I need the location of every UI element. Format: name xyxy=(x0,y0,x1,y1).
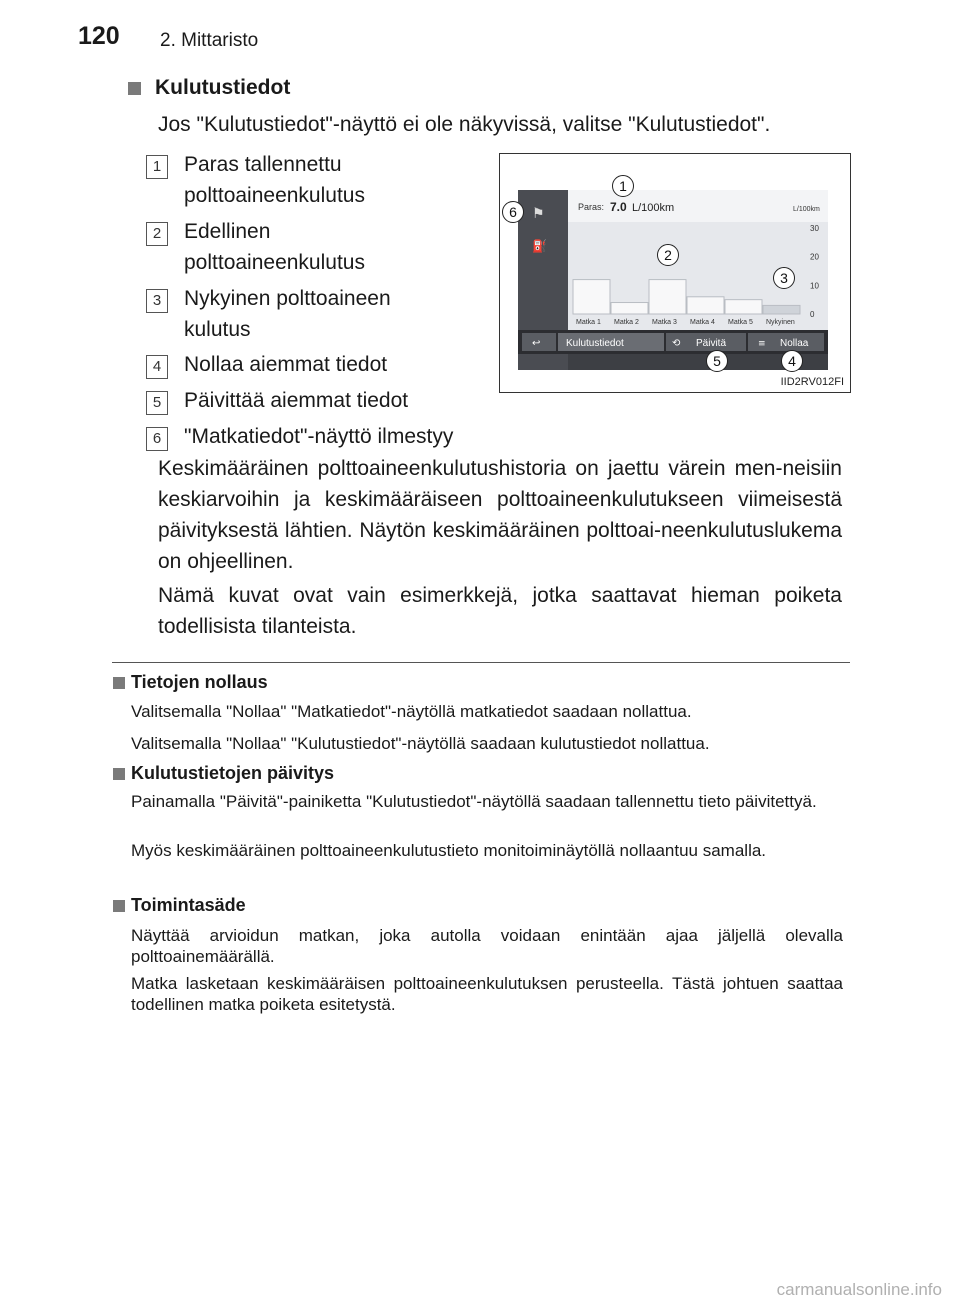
section-heading xyxy=(128,76,290,100)
chart-bar xyxy=(649,280,686,314)
y-tick-label: 30 xyxy=(810,224,819,233)
y-tick-label: 10 xyxy=(810,281,819,291)
paragraph: Nämä kuvat ovat vain esimerkkejä, jotka saattavat hieman poiketa todellisista tilanteista. xyxy=(158,584,842,638)
figure-code: IID2RV012FI xyxy=(780,376,844,388)
bar-label: Matka 4 xyxy=(690,319,715,326)
bar-label: Matka 3 xyxy=(652,319,677,326)
chart-header xyxy=(568,190,828,222)
item-text: Nollaa aiemmat tiedot xyxy=(184,353,388,376)
axis-unit: L/100km xyxy=(793,206,820,213)
item-text: Edellinen polttoaineenkulutus xyxy=(184,220,365,274)
section-title: Kulutustiedot xyxy=(155,76,291,99)
item-text: Päivittää aiemmat tiedot xyxy=(184,389,409,412)
item-number: 3 xyxy=(146,289,168,313)
callout-5: 5 xyxy=(706,350,728,372)
note-text: Painamalla "Päivitä"-painiketta "Kulutustiedot"-näytöllä saadaan tallennettu tieto päivitettyä. xyxy=(131,792,817,811)
chapter-title: 2. Mittaristo xyxy=(160,30,259,51)
update-icon: ⟲ xyxy=(672,338,681,349)
note-heading: Kulutustietojen päivitys xyxy=(113,763,334,784)
item-number: 6 xyxy=(146,427,168,451)
reset-icon: ≡ xyxy=(758,339,766,349)
list-item xyxy=(146,155,404,211)
list-item xyxy=(146,391,504,416)
page-number: 120 xyxy=(78,22,120,50)
chart-bar xyxy=(573,280,610,314)
chart-bar xyxy=(611,303,648,314)
y-tick-label: 0 xyxy=(810,310,815,319)
note-text: Valitsemalla "Nollaa" "Matkatiedot"-näytöllä matkatiedot saadaan nollattua. xyxy=(131,702,692,721)
item-text: "Matkatiedot"-näyttö ilmestyy xyxy=(184,425,454,448)
flag-icon: ⚑ xyxy=(532,206,545,222)
reset-label: Nollaa xyxy=(780,338,809,349)
list-item xyxy=(146,222,404,278)
square-bullet-icon xyxy=(113,677,125,689)
square-bullet-icon xyxy=(128,82,141,95)
divider xyxy=(112,662,850,663)
square-bullet-icon xyxy=(113,900,125,912)
fuel-pump-icon[interactable]: ⛽ xyxy=(532,239,547,253)
note-heading: Toimintasäde xyxy=(113,895,246,916)
bar-label: Matka 1 xyxy=(576,319,601,326)
note-text: Matka lasketaan keskimääräisen polttoaineenkulutuksen perusteella. Tästä johtuen saattaa todellinen matka poiketa esitetystä. xyxy=(131,974,843,1014)
best-label: Paras: xyxy=(578,202,605,212)
list-item xyxy=(146,289,444,345)
best-unit: L/100km xyxy=(632,202,675,214)
item-number: 5 xyxy=(146,391,168,415)
item-number: 4 xyxy=(146,355,168,379)
chart-bar xyxy=(763,305,800,314)
y-tick-label: 20 xyxy=(810,252,819,262)
watermark: carmanualsonline.info xyxy=(776,1280,942,1299)
callout-6: 6 xyxy=(502,201,524,223)
list-item xyxy=(146,355,504,380)
item-number: 1 xyxy=(146,155,168,179)
back-icon: ↩ xyxy=(532,338,541,349)
chart-bar xyxy=(687,297,724,314)
note-heading: Tietojen nollaus xyxy=(113,672,268,693)
note-text: Myös keskimääräinen polttoaineenkulutustieto monitoiminäytöllä nollaantuu samalla. xyxy=(131,841,767,860)
list-item xyxy=(146,427,514,452)
callout-1: 1 xyxy=(612,175,634,197)
section-intro: Jos "Kulutustiedot"-näyttö ei ole näkyvissä, valitse "Kulutustiedot". xyxy=(158,113,771,136)
screen-illustration xyxy=(499,153,851,393)
note-text: Valitsemalla "Nollaa" "Kulutustiedot"-näytöllä saadaan kulutustiedot nollattua. xyxy=(131,734,710,753)
square-bullet-icon xyxy=(113,768,125,780)
best-value: 7.0 xyxy=(610,200,627,214)
bar-label: Nykyinen xyxy=(766,319,795,326)
callout-4: 4 xyxy=(781,350,803,372)
callout-2: 2 xyxy=(657,244,679,266)
tab-label-active: Kulutustiedot xyxy=(566,338,624,349)
update-label: Päivitä xyxy=(696,338,727,349)
note-text: Näyttää arvioidun matkan, joka autolla voidaan enintään ajaa jäljellä olevalla polttoainemäärällä. xyxy=(131,926,843,966)
callout-3: 3 xyxy=(773,267,795,289)
chart-bar xyxy=(725,300,762,314)
paragraph: Keskimääräinen polttoaineenkulutushistoria on jaettu värein men-neisiin keskiarvoihin ja keskimääräiseen polttoaineenkulutukseen viimeisestä päivityksestä lähtien. Näytön keskimääräinen polttoai-neenkulutuslukema on ohjeellinen. xyxy=(158,457,842,573)
bar-label: Matka 5 xyxy=(728,319,753,326)
bar-label: Matka 2 xyxy=(614,319,639,326)
item-number: 2 xyxy=(146,222,168,246)
item-text: Nykyinen polttoaineen kulutus xyxy=(184,287,391,341)
item-text: Paras tallennettu polttoaineenkulutus xyxy=(184,153,365,207)
